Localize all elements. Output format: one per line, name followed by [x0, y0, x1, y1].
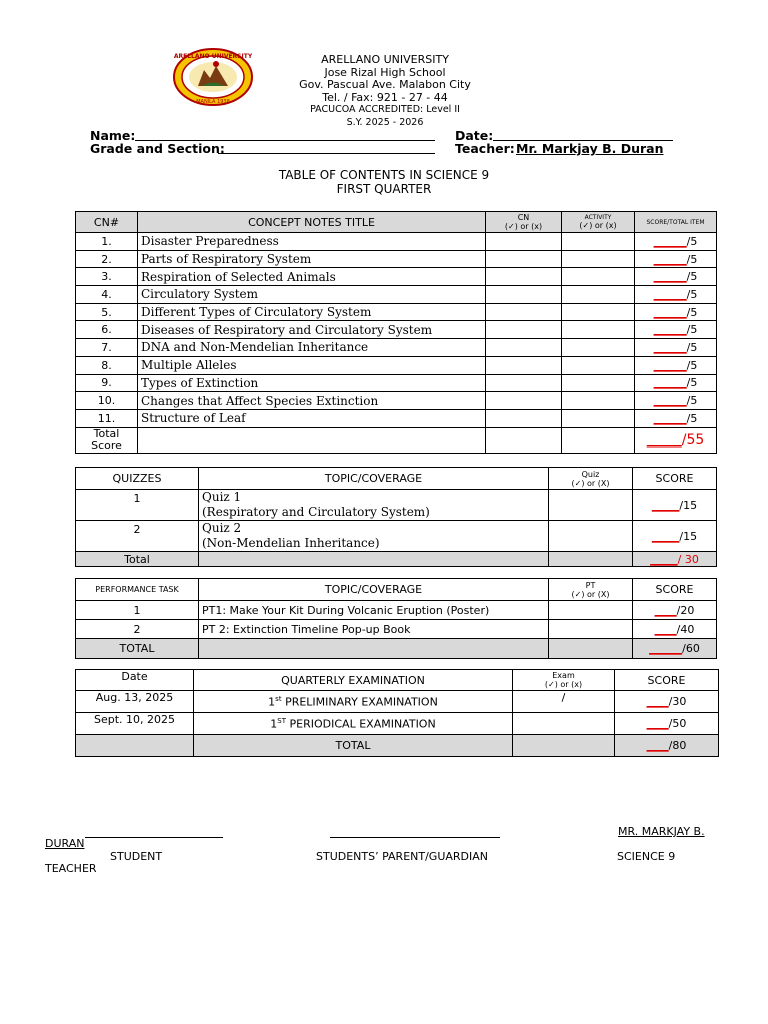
table-row: 6. Diseases of Respiratory and Circulatory System ______/5 — [76, 321, 717, 339]
student-signature-line[interactable] — [85, 836, 223, 838]
table-row: 10. Changes that Affect Species Extinction ______/5 — [76, 392, 717, 410]
exam-date-header: Date — [76, 670, 194, 691]
score-cell[interactable]: ______/5 — [635, 233, 717, 251]
pt-topic-header: TOPIC/COVERAGE — [199, 579, 549, 601]
quiz-header-row — [76, 468, 717, 490]
cn-check-cell[interactable] — [486, 268, 562, 286]
quiz-topic-header: TOPIC/COVERAGE — [199, 468, 549, 490]
quiz-total-cell[interactable]: _____/ 30 — [633, 552, 717, 567]
pt-total-cell[interactable]: ______/60 — [633, 639, 717, 659]
concept-title-header: CONCEPT NOTES TITLE — [138, 212, 486, 233]
name-label: Name: — [90, 128, 136, 143]
table-row: 3. Respiration of Selected Animals ______/5 — [76, 268, 717, 286]
quarterly-exam-table — [75, 669, 719, 757]
activity-check-cell[interactable] — [562, 250, 635, 268]
table-row: 1. Disaster Preparedness ______/5 — [76, 233, 717, 251]
activity-check-cell[interactable] — [562, 233, 635, 251]
quiz-score-header: SCORE — [633, 468, 717, 490]
activity-check-cell[interactable] — [562, 339, 635, 357]
table-row: Sept. 10, 2025 1ST PERIODICAL EXAMINATION ____/50 — [76, 713, 719, 735]
exam-check-cell[interactable] — [513, 713, 615, 735]
parent-label: STUDENTS’ PARENT/GUARDIAN — [316, 850, 489, 863]
parent-signature-line[interactable] — [330, 836, 500, 838]
quiz-check-cell[interactable] — [549, 521, 633, 552]
activity-check-cell[interactable] — [562, 392, 635, 410]
score-cell[interactable]: ______/5 — [635, 392, 717, 410]
score-cell[interactable]: ____/20 — [633, 601, 717, 620]
score-cell[interactable]: ______/5 — [635, 374, 717, 392]
table-row: 11. Structure of Leaf ______/5 — [76, 409, 717, 427]
page-subtitle: FIRST QUARTER — [336, 182, 432, 196]
teacher-name: Mr. Markjay B. Duran — [516, 141, 664, 156]
exam-total-cell[interactable]: ____/80 — [615, 735, 719, 757]
school-tel: Tel. / Fax: 921 - 27 - 44 — [322, 90, 448, 104]
exam-header-row — [76, 670, 719, 691]
quizzes-header: QUIZZES — [76, 468, 199, 490]
accreditation: PACUCOA ACCREDITED: Level II — [310, 104, 460, 115]
cn-check-cell[interactable] — [486, 409, 562, 427]
grade-section-field[interactable] — [218, 153, 435, 154]
exam-check-cell[interactable]: / — [513, 691, 615, 713]
date-label: Date: — [455, 128, 494, 143]
cn-check-cell[interactable] — [486, 356, 562, 374]
teacher-signature-name-2: DURAN — [45, 837, 85, 850]
pt-check-cell[interactable] — [549, 601, 633, 620]
score-cell[interactable]: ____/30 — [615, 691, 719, 713]
activity-check-cell[interactable] — [562, 303, 635, 321]
activity-check-cell[interactable] — [562, 286, 635, 304]
cn-check-cell[interactable] — [486, 303, 562, 321]
table-row: 2 PT 2: Extinction Timeline Pop-up Book ____/40 — [76, 620, 717, 639]
table-row: 8. Multiple Alleles ______/5 — [76, 356, 717, 374]
table-row: 1 PT1: Make Your Kit During Volcanic Eruption (Poster) ____/20 — [76, 601, 717, 620]
performance-task-table — [75, 578, 717, 659]
exam-check-header: Exam (✓) or (x) — [513, 670, 615, 691]
exam-score-header: SCORE — [615, 670, 719, 691]
quiz-check-cell[interactable] — [549, 490, 633, 521]
teacher-label: Teacher: — [455, 141, 515, 156]
quiz-table — [75, 467, 717, 567]
logo-text-top: ARELLANO UNIVERSITY — [173, 53, 253, 60]
cn-header: CN# — [76, 212, 138, 233]
school-header — [250, 54, 520, 129]
score-cell[interactable]: ______/5 — [635, 286, 717, 304]
cn-check-cell[interactable] — [486, 321, 562, 339]
table-row: 2. Parts of Respiratory System ______/5 — [76, 250, 717, 268]
cn-check-cell[interactable] — [486, 250, 562, 268]
table-row: Aug. 13, 2025 1st PRELIMINARY EXAMINATION / ____/30 — [76, 691, 719, 713]
grade-section-label: Grade and Section: — [90, 141, 225, 156]
activity-check-cell[interactable] — [562, 268, 635, 286]
cn-check-cell[interactable] — [486, 286, 562, 304]
page-title: TABLE OF CONTENTS IN SCIENCE 9 — [278, 168, 490, 182]
student-label: STUDENT — [110, 850, 163, 863]
score-cell[interactable]: ______/5 — [635, 250, 717, 268]
pt-header: PERFORMANCE TASK — [76, 579, 199, 601]
quiz-total-row: Total _____/ 30 — [76, 552, 717, 567]
logo-text-bottom: MANILA 1938 — [196, 99, 230, 105]
cn-check-cell[interactable] — [486, 233, 562, 251]
teacher-label-footer: TEACHER — [45, 862, 97, 875]
score-header: SCORE/TOTAL ITEM — [635, 212, 717, 233]
pt-header-row — [76, 579, 717, 601]
table-row: 2 Quiz 2 (Non-Mendelian Inheritance) _____/15 — [76, 521, 717, 552]
score-cell[interactable]: ______/5 — [635, 268, 717, 286]
teacher-signature-name: MR. MARKJAY B. — [618, 825, 705, 838]
total-score-row — [76, 427, 717, 453]
pt-check-cell[interactable] — [549, 620, 633, 639]
total-score-label: Total Score — [76, 427, 138, 453]
school-branch: Jose Rizal High School — [324, 65, 446, 79]
school-name: ARELLANO UNIVERSITY — [321, 53, 449, 66]
cn-check-cell[interactable] — [486, 392, 562, 410]
pt-score-header: SCORE — [633, 579, 717, 601]
university-seal-logo — [172, 48, 254, 106]
cn-check-header: CN (✓) or (x) — [486, 212, 562, 233]
exam-total-row: TOTAL ____/80 — [76, 735, 719, 757]
score-cell[interactable]: ______/5 — [635, 339, 717, 357]
school-address: Gov. Pascual Ave. Malabon City — [299, 78, 471, 91]
score-cell[interactable]: ____/50 — [615, 713, 719, 735]
score-cell[interactable]: ______/5 — [635, 321, 717, 339]
activity-check-cell[interactable] — [562, 409, 635, 427]
table-row: 7. DNA and Non-Mendelian Inheritance ______/5 — [76, 339, 717, 357]
total-score-cell[interactable]: _____/55 — [635, 427, 717, 453]
cn-check-cell[interactable] — [486, 374, 562, 392]
pt-total-row: TOTAL ______/60 — [76, 639, 717, 659]
quiz-check-header: Quiz (✓) or (X) — [549, 468, 633, 490]
score-cell[interactable]: ____/40 — [633, 620, 717, 639]
subject-label: SCIENCE 9 — [617, 850, 676, 863]
table-row: 4. Circulatory System ______/5 — [76, 286, 717, 304]
score-cell[interactable]: _____/15 — [633, 521, 717, 552]
school-year: S.Y. 2025 - 2026 — [346, 116, 424, 128]
score-cell[interactable]: ______/5 — [635, 356, 717, 374]
score-cell[interactable]: ______/5 — [635, 303, 717, 321]
table-row: 9. Types of Extinction ______/5 — [76, 374, 717, 392]
table-row: 5. Different Types of Circulatory System ______/5 — [76, 303, 717, 321]
concept-notes-table — [75, 211, 717, 454]
pt-check-header: PT (✓) or (X) — [549, 579, 633, 601]
exam-title-header: QUARTERLY EXAMINATION — [194, 670, 513, 691]
score-cell[interactable]: ______/5 — [635, 409, 717, 427]
activity-check-header: ACTIVITY (✓) or (x) — [562, 212, 635, 233]
activity-check-cell[interactable] — [562, 356, 635, 374]
score-cell[interactable]: _____/15 — [633, 490, 717, 521]
activity-check-cell[interactable] — [562, 374, 635, 392]
activity-check-cell[interactable] — [562, 321, 635, 339]
concept-header-row — [76, 212, 717, 233]
table-row: 1 Quiz 1 (Respiratory and Circulatory System) _____/15 — [76, 490, 717, 521]
cn-check-cell[interactable] — [486, 339, 562, 357]
